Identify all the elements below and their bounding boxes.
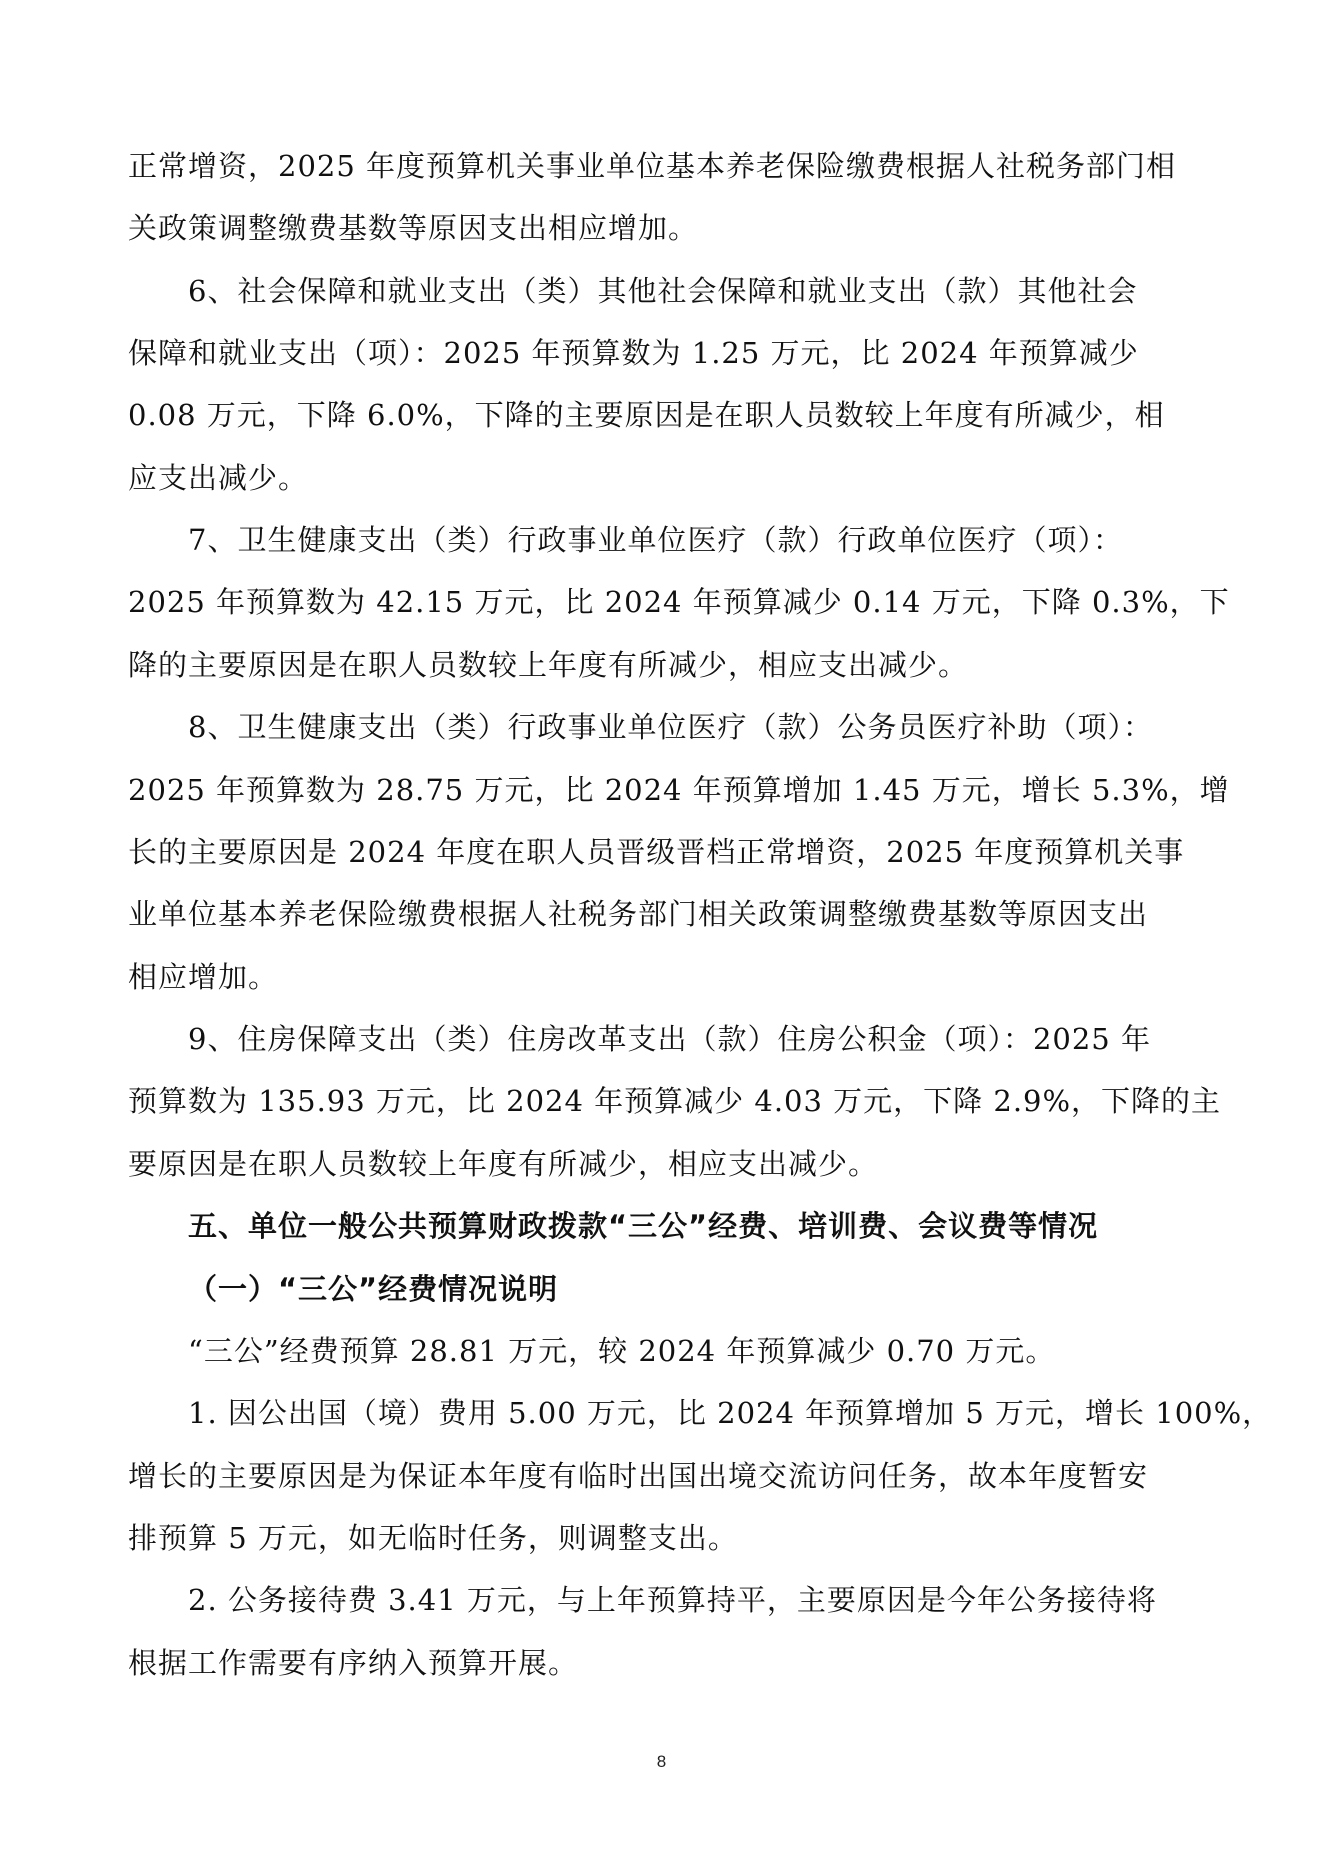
section-heading: 五、单位一般公共预算财政拨款“三公”经费、培训费、会议费等情况	[188, 1209, 1099, 1243]
paragraph-line: 1. 因公出国（境）费用 5.00 万元，比 2024 年预算增加 5 万元，增长 100%，	[188, 1396, 1273, 1430]
paragraph-line: 预算数为 135.93 万元，比 2024 年预算减少 4.03 万元，下降 2.9%，下降的主	[128, 1084, 1222, 1118]
paragraph-line: 相应增加。	[128, 960, 279, 994]
paragraph-line: 降的主要原因是在职人员数较上年度有所减少，相应支出减少。	[128, 648, 969, 682]
paragraph-line: 要原因是在职人员数较上年度有所减少，相应支出减少。	[128, 1147, 879, 1181]
subsection-heading: （一）“三公”经费情况说明	[188, 1272, 559, 1306]
paragraph-line: 根据工作需要有序纳入预算开展。	[128, 1646, 579, 1680]
paragraph-line: 业单位基本养老保险缴费根据人社税务部门相关政策调整缴费基数等原因支出	[128, 897, 1149, 931]
paragraph-line: 7、卫生健康支出（类）行政事业单位医疗（款）行政单位医疗（项）：	[188, 523, 1123, 557]
paragraph-line: 应支出减少。	[128, 461, 309, 495]
paragraph-line: 0.08 万元，下降 6.0%，下降的主要原因是在职人员数较上年度有所减少，相	[128, 398, 1165, 432]
paragraph-line: 2025 年预算数为 28.75 万元，比 2024 年预算增加 1.45 万元，增长 5.3%，增	[128, 773, 1230, 807]
paragraph-line: 6、社会保障和就业支出（类）其他社会保障和就业支出（款）其他社会	[188, 274, 1138, 308]
paragraph-line: 排预算 5 万元，如无临时任务，则调整支出。	[128, 1521, 738, 1555]
paragraph-line: 保障和就业支出（项）：2025 年预算数为 1.25 万元，比 2024 年预算减少	[128, 336, 1139, 370]
paragraph-line: 8、卫生健康支出（类）行政事业单位医疗（款）公务员医疗补助（项）：	[188, 710, 1153, 744]
paragraph-line: 长的主要原因是 2024 年度在职人员晋级晋档正常增资，2025 年度预算机关事	[128, 835, 1185, 869]
paragraph-line: 2025 年预算数为 42.15 万元，比 2024 年预算减少 0.14 万元，下降 0.3%，下	[128, 585, 1230, 619]
paragraph-line: 2. 公务接待费 3.41 万元，与上年预算持平，主要原因是今年公务接待将	[188, 1583, 1157, 1617]
paragraph-line: 正常增资，2025 年度预算机关事业单位基本养老保险缴费根据人社税务部门相	[128, 149, 1177, 183]
paragraph-line: 9、住房保障支出（类）住房改革支出（款）住房公积金（项）：2025 年	[188, 1022, 1151, 1056]
paragraph-line: 关政策调整缴费基数等原因支出相应增加。	[128, 211, 699, 245]
summary-line: “三公”经费预算 28.81 万元，较 2024 年预算减少 0.70 万元。	[188, 1334, 1056, 1368]
paragraph-line: 增长的主要原因是为保证本年度有临时出国出境交流访问任务，故本年度暂安	[128, 1459, 1149, 1493]
page-number: 8	[656, 1752, 667, 1771]
